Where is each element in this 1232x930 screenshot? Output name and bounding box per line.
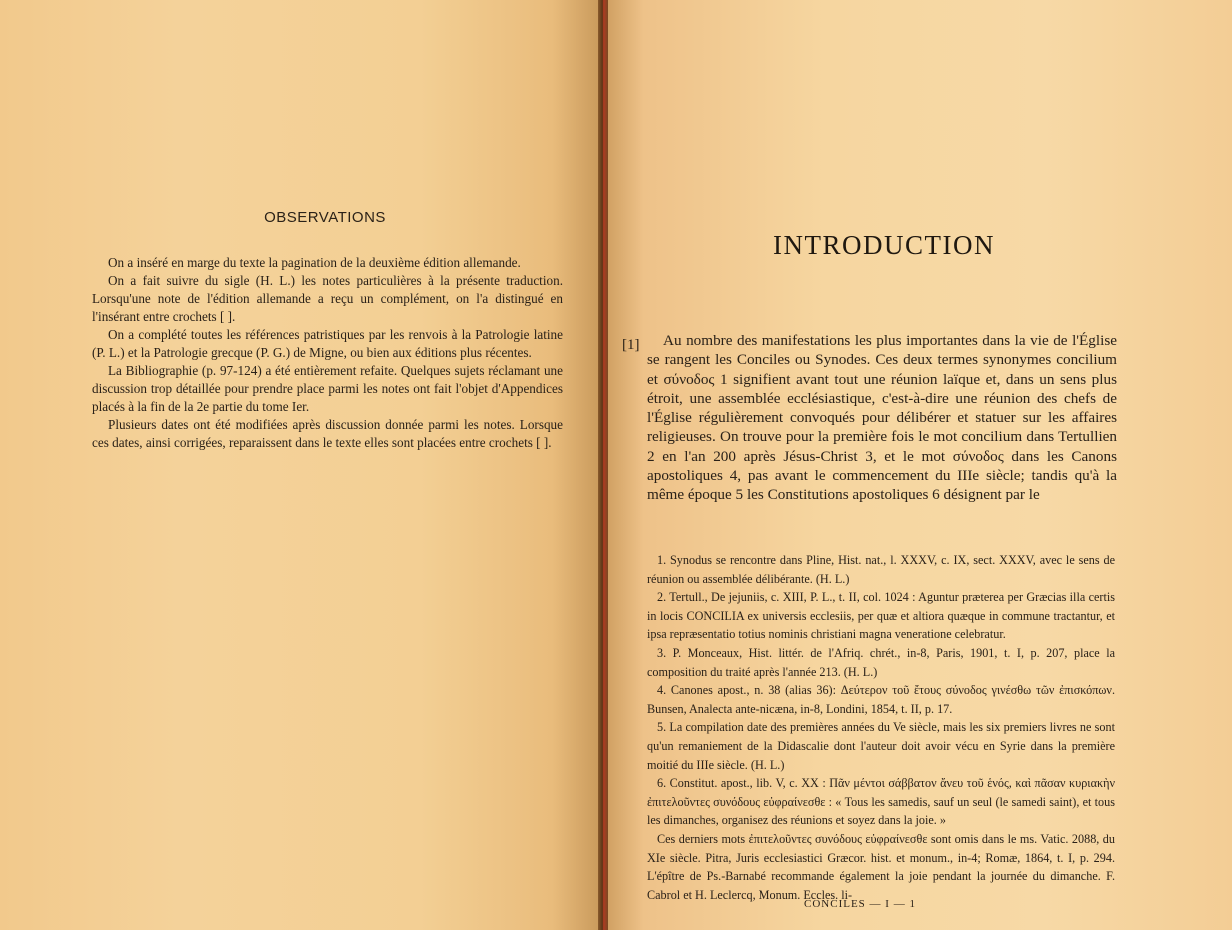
footnote: 3. P. Monceaux, Hist. littér. de l'Afriq. chrét., in-8, Paris, 1901, t. I, p. 207, place la composition du traité après l'année 213. (H. L.) — [647, 645, 1115, 679]
observation-paragraph: Plusieurs dates ont été modifiées après discussion donnée parmi les notes. Lorsque ces dates, ainsi corrigées, reparaissent dans le texte elles sont placées entre crochets [ ]. — [92, 417, 563, 450]
observations-title: OBSERVATIONS — [264, 209, 386, 226]
margin-page-marker: [1] — [622, 337, 640, 353]
book-gutter — [598, 0, 608, 930]
introduction-title: INTRODUCTION — [773, 230, 995, 260]
left-page — [0, 0, 600, 930]
observation-paragraph: On a inséré en marge du texte la pagination de la deuxième édition allemande. — [108, 255, 521, 270]
footnote: 2. Tertull., De jejuniis, c. XIII, P. L., t. II, col. 1024 : Aguntur præterea per Græcias illa certis in locis CONCILIA ex universis ecclesiis, per quæ et altiora quæque in commune tractantur, et ipsa repræsentatio totius nominis christiani magna veneratione celebratur. — [647, 590, 1115, 642]
footnote: 4. Canones apost., n. 38 (alias 36): Δεύτερον τοῦ ἔτους σύνοδος γινέσθω τῶν ἐπισκόπων. Bunsen, Analecta ante-nicæna, in-8, Londini, 1854, t. II, p. 17. — [647, 683, 1115, 716]
signature-mark: CONCILES — I — 1 — [804, 898, 916, 910]
observation-paragraph: La Bibliographie (p. 97-124) a été entièrement refaite. Quelques sujets réclamant une discussion trop détaillée pour prendre place parmi les notes ont fait l'objet d'Appendices placés à la fin de la 2e partie du tome Ier. — [92, 363, 563, 414]
observation-paragraph: On a fait suivre du sigle (H. L.) les notes particulières à la présente traduction. Lorsqu'une note de l'édition allemande a reçu un complément, on l'a distingué en l'insérant entre crochets [ ]. — [92, 273, 563, 324]
footnote: 5. La compilation date des premières années du Ve siècle, mais les six premiers livres ne sont qu'un remaniement de la Didascalie dont l'auteur doit avoir vécu en Syrie dans la première moitié du IIIe siècle. (H. L.) — [647, 720, 1115, 772]
footnote: 1. Synodus se rencontre dans Pline, Hist. nat., l. XXXV, c. IX, sect. XXXV, avec le sens de réunion ou assemblée délibérante. (H. L.) — [647, 553, 1115, 586]
footnote: Ces derniers mots ἐπιτελοῦντες συνόδους εὐφραίνεσθε sont omis dans le ms. Vatic. 2088, du XIe siècle. Pitra, Juris ecclesiastici Græcor. hist. et monum., in-4; Romæ, 1864, t. I, p. 294. L'épître de Ps.-Barnabé recommande également la joie pendant la journée du dimanche. F. Cabrol et H. Leclercq, Monum. Eccles. li- — [647, 831, 1115, 902]
footnote: 6. Constitut. apost., lib. V, c. XX : Πᾶν μέντοι σάββατον ἄνευ τοῦ ἑνός, καὶ πᾶσαν κυριακὴν ἐπιτελοῦντες συνόδους εὐφραίνεσθε : « Tous les samedis, sauf un seul (le samedi saint), et tous les dimanches, organisez des réunions et soyez dans la joie. » — [647, 776, 1115, 828]
observations-body — [92, 254, 563, 452]
introduction-body — [647, 331, 1117, 505]
observation-paragraph: On a complété toutes les références patristiques par les renvois à la Patrologie latine (P. L.) et la Patrologie grecque (P. G.) de Migne, ou bien aux éditions plus récentes. — [92, 327, 563, 360]
footnotes — [647, 551, 1115, 904]
introduction-paragraph: Au nombre des manifestations les plus importantes dans la vie de l'Église se rangent les Conciles ou Synodes. Ces deux termes synonymes concilium et σύνοδος 1 signifient avant tout une réunion laïque et, dans un sens plus étroit, une assemblée ecclésiastique, c'est-à-dire une réunion des chefs de l'Église régulièrement convoqués pour délibérer et statuer sur les affaires religieuses. On trouve pour la première fois le mot concilium dans Tertullien 2 en l'an 200 après Jésus-Christ 3, et le mot σύνοδος dans les Canons apostoliques 4, pas avant le commencement du IIIe siècle; tandis qu'à la même époque 5 les Constitutions apostoliques 6 désignent par le — [647, 332, 1117, 504]
